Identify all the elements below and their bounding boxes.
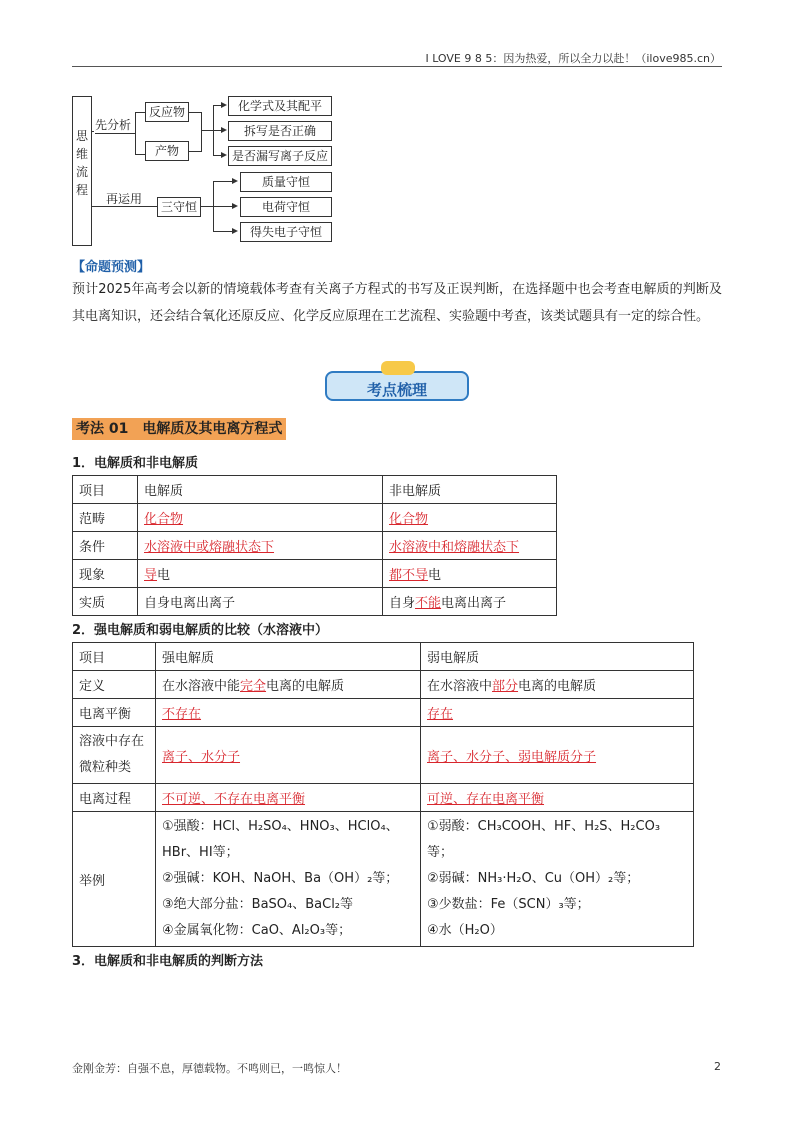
cell-text: 在水溶液中能 [162,679,241,694]
answer-blank: 离子、水分子 [162,749,241,765]
table-row [73,588,557,616]
cell-text: 电离出离子 [441,596,507,611]
cell-text: 电 [157,568,171,583]
answer-blank: 水溶液中或熔融状态下 [144,540,275,555]
example-line: ①强酸：HCl、H₂SO₄、HNO₃、HClO₄、 [162,819,399,834]
row-item: 溶液中存在 [79,734,145,749]
three-conservation-box: 三守恒 [157,197,201,217]
page-number: 2 [714,1060,721,1073]
reactant-box: 反应物 [145,102,189,122]
mass-conservation-box: 质量守恒 [240,172,332,192]
check-formula-box: 化学式及其配平 [228,96,332,116]
header-weak: 弱电解质 [421,643,694,671]
answer-blank: 水溶液中和熔融状态下 [389,540,520,555]
example-line: ②强碱：KOH、NaOH、Ba（OH）₂等； [162,871,399,886]
cell-text: 自身 [389,596,416,611]
side-label: 思维流程 [76,129,89,197]
kaofa-title: 考法 01 电解质及其电离方程式 [72,418,286,440]
table-row [73,504,557,532]
table-row [73,560,557,588]
row-item: 举例 [73,812,156,947]
table-row [73,784,694,812]
row-item: 现象 [73,560,138,588]
answer-blank: 存在 [427,707,454,722]
side-label-box [72,96,92,246]
answer-blank: 化合物 [144,512,184,527]
electron-conservation-box: 得失电子守恒 [240,222,332,242]
table-row [73,671,694,699]
banner-knob [381,361,415,375]
answer-blank: 都不导 [389,568,429,583]
prediction-text: 预计2025年高考会以新的情境载体考查有关离子方程式的书写及正误判断，在选择题中也会考查电解质的判断及其电离知识，还会结合氧化还原反应、化学反应原理在工艺流程、实验题中考查，该类试题具有一定的综合性。 [72,282,722,324]
example-line: 等； [427,845,454,860]
check-split-box: 拆写是否正确 [228,121,332,141]
section3-heading: 3．电解质和非电解质的判断方法 [72,954,264,969]
header-item: 项目 [73,643,156,671]
answer-blank: 不可逆、不存在电离平衡 [162,792,306,807]
cell-text: 在水溶液中 [427,679,493,694]
strong-weak-table [72,642,694,947]
electrolyte-table [72,475,557,616]
header-nonelectrolyte: 非电解质 [383,476,557,504]
example-line: ③绝大部分盐：BaSO₄、BaCl₂等 [162,897,354,912]
row-item: 电离过程 [73,784,156,812]
branch-apply: 再运用 [106,192,143,206]
cell-text: 电离的电解质 [266,679,345,694]
table-header-row [73,643,694,671]
example-line: ①弱酸：CH₃COOH、HF、H₂S、H₂CO₃ [427,819,661,834]
section1-heading: 1．电解质和非电解质 [72,456,199,471]
cell-text: 自身电离出离子 [138,588,383,616]
header-electrolyte: 电解质 [138,476,383,504]
footer-motto: 金刚金芳：自强不息，厚德载物。不鸣则已，一鸣惊人！ [72,1062,347,1075]
header-item: 项目 [73,476,138,504]
example-line: ④水（H₂O） [427,923,503,938]
example-line: HBr、HI等； [162,845,239,860]
row-item: 范畴 [73,504,138,532]
product-box: 产物 [145,141,189,161]
example-line: ④金属氧化物：CaO、Al₂O₃等； [162,923,352,938]
table-row [73,699,694,727]
cell-text: 电 [428,568,442,583]
answer-blank: 不能 [415,596,442,611]
answer-blank: 不存在 [162,707,202,722]
answer-blank: 部分 [492,679,519,694]
section-banner [325,361,469,403]
answer-blank: 离子、水分子、弱电解质分子 [427,749,597,765]
example-line: ③少数盐：Fe（SCN）₃等； [427,897,590,912]
answer-blank: 化合物 [389,512,429,527]
row-item: 定义 [73,671,156,699]
row-item: 电离平衡 [73,699,156,727]
answer-blank: 可逆、存在电离平衡 [427,792,545,807]
answer-blank: 导 [144,568,158,583]
header-strong: 强电解质 [156,643,421,671]
cell-text: 电离的电解质 [518,679,597,694]
banner-title: 考点梳理 [366,381,427,399]
table-row [73,812,694,947]
section2-heading: 2．强电解质和弱电解质的比较（水溶液中） [72,623,329,638]
prediction-tag: 【命题预测】 [72,260,151,275]
check-missing-box: 是否漏写离子反应 [228,146,332,166]
row-item: 条件 [73,532,138,560]
table-row [73,727,694,784]
page-header: I LOVE 9 8 5：因为热爱，所以全力以赴！（ilove985.cn） [425,52,721,65]
charge-conservation-box: 电荷守恒 [240,197,332,217]
branch-analyze: 先分析 [95,118,132,132]
row-item: 实质 [73,588,138,616]
answer-blank: 完全 [240,679,267,694]
row-item: 微粒种类 [79,760,132,775]
table-header-row [73,476,557,504]
example-line: ②弱碱：NH₃·H₂O、Cu（OH）₂等； [427,871,640,886]
header-divider [72,66,722,67]
table-row [73,532,557,560]
